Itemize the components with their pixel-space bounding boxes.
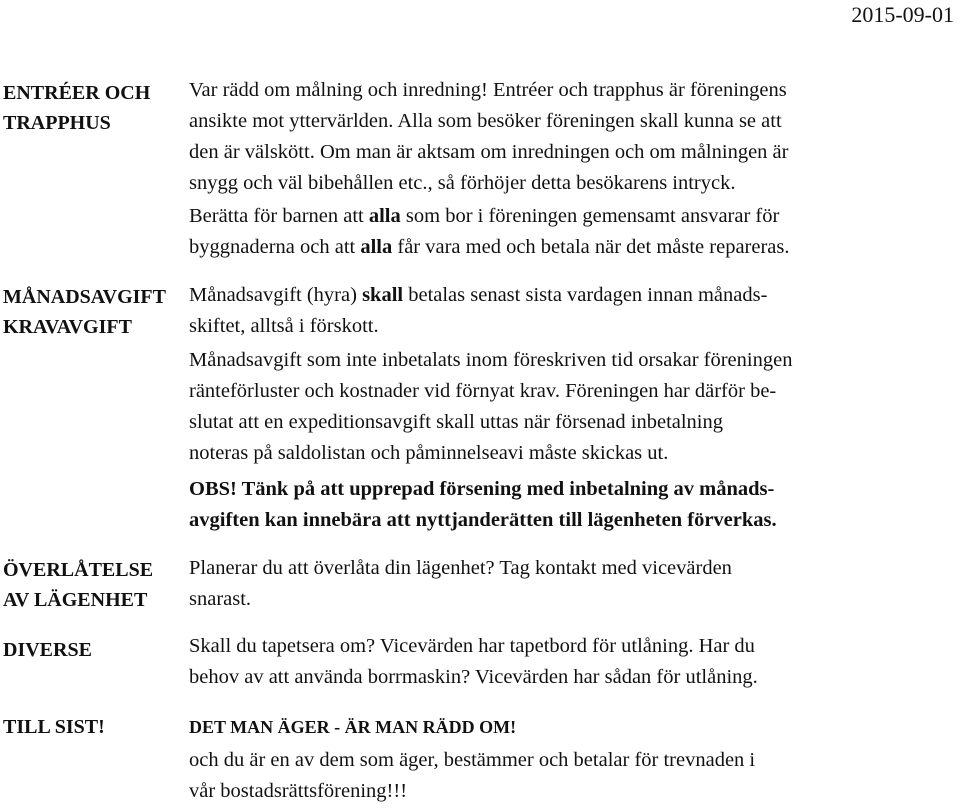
text-line: snarast. <box>189 588 252 610</box>
text-line: Var rädd om målning och inredning! Entréer och trapphus är föreningens <box>189 79 787 101</box>
paragraph-entreer-children <box>189 201 949 263</box>
section-heading-till-sist <box>3 712 183 742</box>
paragraph-manadsavgift-late <box>189 345 949 469</box>
text-line: ränteförluster och kostnader vid förnyat krav. Föreningen har därför be- <box>189 380 777 402</box>
heading-line: TILL SIST! <box>3 716 105 738</box>
paragraph-overlatelse <box>189 553 949 615</box>
text-line: behov av att använda borrmaskin? Vicevärden har sådan för utlåning. <box>189 666 758 688</box>
section-heading-manadsavgift <box>3 282 183 342</box>
paragraph-manadsavgift-payment <box>189 280 949 342</box>
text-line: DET MAN ÄGER - ÄR MAN RÄDD OM! <box>189 717 517 737</box>
text-line: OBS! Tänk på att upprepad försening med inbetalning av månads- <box>189 478 775 500</box>
text-line: Månadsavgift som inte inbetalats inom föreskriven tid orsakar föreningen <box>189 349 793 371</box>
text-line: byggnaderna och att alla får vara med och betala när det måste repareras. <box>189 236 790 258</box>
section-heading-entreer <box>3 78 183 138</box>
heading-line: MÅNADSAVGIFT <box>3 286 166 308</box>
paragraph-entreer-intro <box>189 75 949 199</box>
text-line: Månadsavgift (hyra) skall betalas senast sista vardagen innan månads- <box>189 284 768 306</box>
text-line: skiftet, alltså i förskott. <box>189 315 379 337</box>
section-heading-diverse <box>3 635 183 665</box>
heading-line: ENTRÉER OCH <box>3 82 151 104</box>
paragraph-obs-warning <box>189 474 949 536</box>
text-line: noteras på saldolistan och påminnelseavi måste skickas ut. <box>189 442 669 464</box>
text-line: snygg och väl bibehållen etc., så förhöjer detta besökarens intryck. <box>189 172 736 194</box>
heading-line: AV LÄGENHET <box>3 589 148 611</box>
paragraph-till-sist <box>189 745 949 807</box>
section-heading-overlatelse <box>3 555 183 615</box>
heading-line: KRAVAVGIFT <box>3 316 132 338</box>
document-date: 2015-09-01 <box>851 2 954 27</box>
text-line: Planerar du att överlåta din lägenhet? Tag kontakt med vicevärden <box>189 557 732 579</box>
text-line: ansikte mot yttervärlden. Alla som besöker föreningen skall kunna se att <box>189 110 782 132</box>
text-line: Skall du tapetsera om? Vicevärden har tapetbord för utlåning. Har du <box>189 635 755 657</box>
paragraph-diverse <box>189 631 949 693</box>
text-line: slutat att en expeditionsavgift skall uttas när försenad inbetalning <box>189 411 724 433</box>
heading-line: ÖVERLÅTELSE <box>3 559 154 581</box>
text-line: vår bostadsrättsförening!!! <box>189 780 408 802</box>
text-line: avgiften kan innebära att nyttjanderätten till lägenheten förverkas. <box>189 509 777 531</box>
text-line: Berätta för barnen att alla som bor i föreningen gemensamt ansvarar för <box>189 205 780 227</box>
heading-line: DIVERSE <box>3 639 92 661</box>
text-line: och du är en av dem som äger, bestämmer och betalar för trevnaden i <box>189 749 756 771</box>
text-line: den är välskött. Om man är aktsam om inredningen och om målningen är <box>189 141 789 163</box>
paragraph-till-sist-motto <box>189 712 949 743</box>
heading-line: TRAPPHUS <box>3 112 111 134</box>
